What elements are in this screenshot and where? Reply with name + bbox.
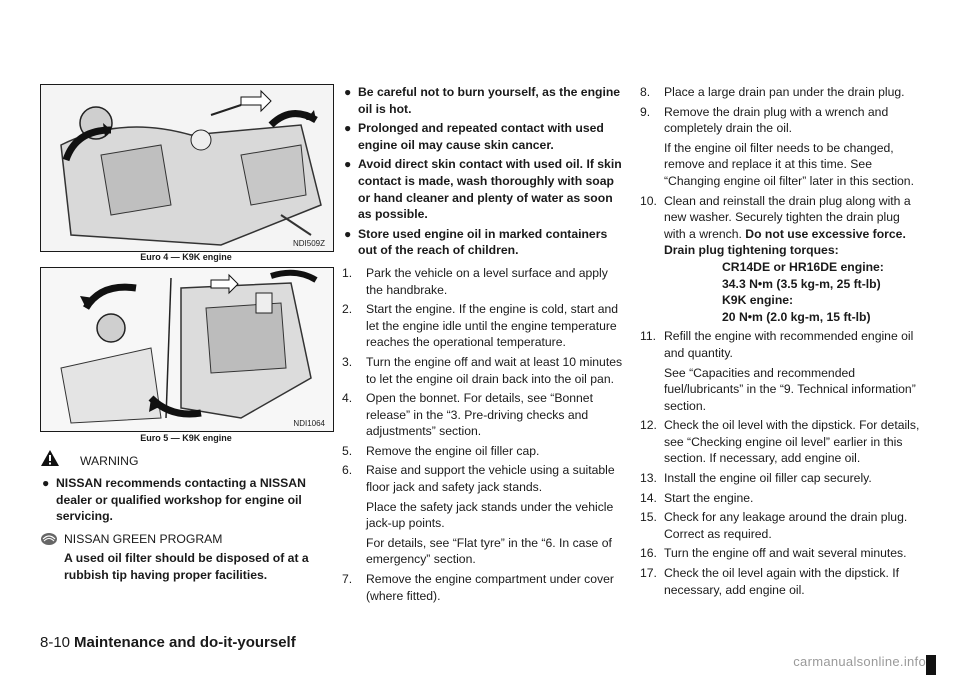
figure-code: NDI1064	[293, 419, 325, 428]
caution-text: Avoid direct skin contact with used oil. If skin contact is made, wash thoroughly with soap or hand cleaner and plenty of water as soon as possible.	[358, 157, 622, 222]
warning-item: ● NISSAN recommends contacting a NISSAN dealer or qualified workshop for engine oil servicing.	[42, 476, 306, 524]
step-item	[640, 104, 924, 137]
step-text: Park the vehicle on a level surface and apply the handbrake.	[366, 265, 608, 297]
step-text: Place a large drain pan under the drain plug.	[664, 85, 905, 99]
section-title: Maintenance and do-it-yourself	[74, 634, 296, 651]
step-item	[640, 470, 924, 487]
page-edge-tab	[926, 655, 936, 675]
step-item	[640, 84, 924, 101]
step-number: 3.	[342, 354, 353, 369]
step-subtext: For details, see “Flat tyre” in the “6. In case of emergency” section.	[366, 535, 612, 567]
step-text: Check for any leakage around the drain plug. Correct as required.	[664, 510, 908, 541]
step-item	[342, 390, 624, 440]
step-text: Clean and reinstall the drain plug along with a new washer. Securely tighten the drain plug with a wrench.	[664, 193, 911, 241]
engine-illustration-euro5	[41, 268, 333, 431]
step-text: Turn the engine off and wait at least 10 minutes to let the engine oil drain back into the oil pan.	[366, 354, 623, 386]
step-item	[640, 565, 924, 598]
step-item	[342, 443, 624, 460]
step-number: 14.	[640, 490, 657, 505]
page-footer	[40, 634, 296, 651]
step-emphasis: Do not use excessive force.	[745, 226, 906, 241]
caution-item: ● Avoid direct skin contact with used oil. If skin contact is made, wash thoroughly with soap or hand cleaner and plenty of water as soon as possible.	[344, 157, 622, 222]
step-number: 11.	[640, 329, 657, 344]
step-item	[342, 462, 624, 495]
figure-caption: Euro 4 — K9K engine	[140, 252, 232, 262]
step-number: 9.	[640, 104, 651, 119]
right-column-text	[640, 84, 924, 601]
step-number: 13.	[640, 471, 657, 486]
step-item	[640, 193, 924, 243]
step-item	[640, 545, 924, 562]
figure-euro5-engine	[40, 267, 334, 432]
step-item	[640, 328, 924, 361]
green-program-title: NISSAN GREEN PROGRAM	[64, 531, 223, 546]
step-number: 5.	[342, 443, 353, 458]
step-subtext: If the engine oil filter needs to be changed, remove and replace it at this time. See “Changing engine oil filter” later in this section.	[664, 140, 914, 188]
step-item	[640, 417, 924, 467]
caution-text: Be careful not to burn yourself, as the engine oil is hot.	[358, 85, 621, 116]
step-number: 16.	[640, 546, 657, 561]
step-number: 12.	[640, 418, 657, 433]
warning-title: WARNING	[80, 454, 139, 468]
torque-line: 34.3 N•m (3.5 kg-m, 25 ft-lb)	[722, 276, 881, 291]
torque-line: 20 N•m (2.0 kg-m, 15 ft-lb)	[722, 309, 871, 324]
step-subtext: See “Capacities and recommended fuel/lubricants” in the “9. Technical information” section.	[664, 365, 916, 413]
caution-item: ● Store used engine oil in marked containers out of the reach of children.	[344, 226, 608, 258]
warning-item-text: NISSAN recommends contacting a NISSAN dealer or qualified workshop for engine oil servicing.	[56, 476, 306, 524]
figure-code: NDI509Z	[292, 239, 325, 248]
caution-item: ● Prolonged and repeated contact with used engine oil may cause skin cancer.	[344, 121, 604, 152]
step-text: Remove the engine compartment under cover (where fitted).	[366, 572, 614, 603]
step-number: 4.	[342, 391, 353, 406]
warning-triangle-icon	[40, 449, 60, 467]
step-subtext: Place the safety jack stands under the vehicle jack-up points.	[366, 499, 614, 531]
step-text: Open the bonnet. For details, see “Bonnet release” in the “3. Pre-driving checks and adjustments” section.	[366, 391, 593, 439]
step-text: Turn the engine off and wait several minutes.	[664, 546, 907, 561]
caution-item: ● Be careful not to burn yourself, as the engine oil is hot.	[344, 85, 621, 116]
step-text: Raise and support the vehicle using a suitable floor jack and safety jack stands.	[366, 463, 615, 495]
torque-line: K9K engine:	[722, 293, 794, 308]
torque-title: Drain plug tightening torques:	[664, 243, 839, 258]
green-program-icon	[40, 532, 58, 546]
left-column-text	[40, 453, 332, 584]
step-text: Start the engine. If the engine is cold, start and let the engine idle until the engine temperature reaches the operational temperature.	[366, 302, 619, 350]
watermark[interactable]: carmanualsonline.info	[793, 654, 926, 669]
step-number: 17.	[640, 566, 657, 581]
step-text: Start the engine.	[664, 490, 754, 505]
step-item	[640, 509, 924, 542]
green-program-text: A used oil filter should be disposed of at a rubbish tip having proper facilities.	[64, 551, 309, 582]
step-item	[342, 301, 624, 351]
step-item	[342, 265, 624, 298]
caution-text: Store used engine oil in marked containers out of the reach of children.	[358, 226, 608, 258]
engine-illustration-euro4	[41, 85, 333, 251]
torque-specs	[640, 242, 924, 325]
figure-euro4-engine	[40, 84, 334, 252]
warning-header	[40, 453, 332, 473]
green-program-header	[40, 531, 332, 548]
step-number: 2.	[342, 302, 353, 317]
step-number: 7.	[342, 572, 353, 587]
figure-caption: Euro 5 — K9K engine	[140, 433, 232, 443]
step-text: Remove the drain plug with a wrench and completely drain the oil.	[664, 104, 889, 136]
step-number: 10.	[640, 193, 657, 208]
caution-text: Prolonged and repeated contact with used engine oil may cause skin cancer.	[358, 121, 604, 152]
step-number: 6.	[342, 463, 353, 478]
step-text: Install the engine oil filler cap securely.	[664, 471, 872, 486]
page-number: 8-10	[40, 634, 71, 651]
step-text: Refill the engine with recommended engine oil and quantity.	[664, 329, 914, 360]
torque-line: CR14DE or HR16DE engine:	[722, 259, 884, 274]
step-item	[342, 354, 624, 387]
middle-column-text	[342, 84, 624, 607]
step-number: 1.	[342, 265, 353, 280]
step-number: 8.	[640, 85, 651, 99]
step-item	[640, 490, 924, 507]
step-text: Check the oil level with the dipstick. For details, see “Checking engine oil level” earlier in this section. If necessary, add engine oil.	[664, 418, 920, 466]
step-text: Check the oil level again with the dipstick. If necessary, add engine oil.	[664, 566, 900, 597]
step-number: 15.	[640, 510, 657, 525]
step-item	[342, 571, 624, 604]
step-text: Remove the engine oil filler cap.	[366, 443, 540, 458]
